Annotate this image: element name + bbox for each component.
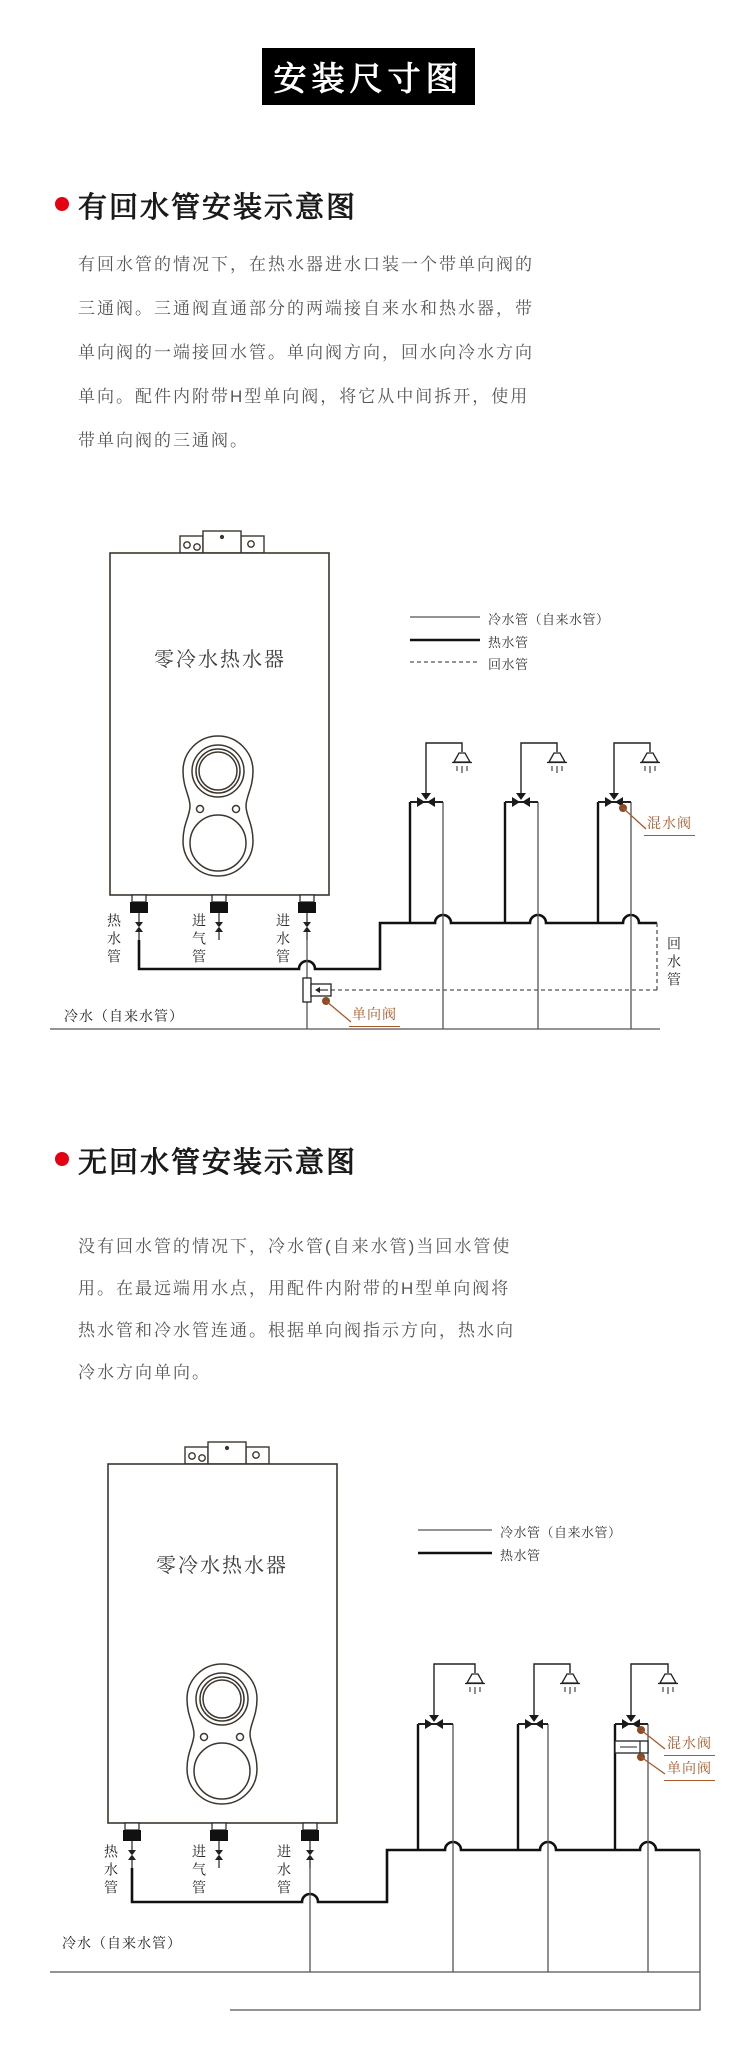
shower-head-icon	[660, 1674, 676, 1683]
section1-heading: 有回水管安装示意图	[78, 192, 358, 224]
mixing-valve-icon	[417, 793, 435, 807]
legend-item-hot: 热水管	[500, 1548, 541, 1563]
mixing-valve-icon	[425, 1715, 443, 1729]
shower-head-icon	[642, 753, 658, 762]
far-end-cold-run	[230, 1850, 700, 2010]
paragraph-line: 没有回水管的情况下，冷水管(自来水管)当回水管使	[78, 1237, 512, 1256]
port-label-gas: 进气管	[191, 1844, 207, 1898]
section2-heading: 无回水管安装示意图	[78, 1147, 358, 1179]
paragraph-line: 热水管和冷水管连通。根据单向阀指示方向，热水向	[78, 1321, 515, 1340]
page-title-badge	[262, 48, 475, 105]
port-label-inlet: 进水管	[276, 1844, 292, 1898]
paragraph-line: 单向阀的一端接回水管。单向阀方向，回水向冷水方向	[78, 343, 534, 362]
mixing-valve-icon	[605, 793, 623, 807]
mixing-valve-label: 混水阀	[644, 813, 695, 836]
heater-bracket	[180, 531, 264, 553]
legend-item-hot: 热水管	[488, 635, 529, 650]
legend-item-cold: 冷水管（自来水管）	[500, 1525, 622, 1540]
legend-item-cold: 冷水管（自来水管）	[488, 612, 610, 627]
paragraph-line: 三通阀。三通阀直通部分的两端接自来水和热水器，带	[78, 299, 534, 318]
paragraph-line: 单向。配件内附带H型单向阀，将它从中间拆开，使用	[78, 387, 530, 406]
legend-swatches	[410, 617, 480, 662]
shower-head-icon	[454, 753, 470, 762]
return-pipe-label: 回水管	[666, 936, 682, 990]
shower-fixtures	[410, 743, 660, 807]
shower-head-icon	[562, 1674, 578, 1683]
h-check-valve-icon	[615, 1741, 648, 1753]
mixing-valve-icon	[622, 1715, 640, 1729]
mixing-valve-label: 混水阀	[664, 1733, 715, 1756]
shower-head-icon	[549, 753, 565, 762]
heater-outline	[108, 1464, 337, 1823]
check-valve-label: 单向阀	[664, 1758, 715, 1781]
paragraph-line: 冷水方向单向。	[78, 1363, 211, 1382]
legend-item-return: 回水管	[488, 657, 529, 672]
heater-outline	[110, 553, 329, 895]
section1-paragraph	[78, 243, 638, 463]
diagram-with-return-pipe	[40, 520, 710, 1040]
port-label-gas: 进气管	[191, 913, 207, 967]
paragraph-line: 有回水管的情况下，在热水器进水口装一个带单向阀的	[78, 255, 534, 274]
hot-risers	[418, 1724, 615, 1850]
section2-bullet-icon	[55, 1152, 69, 1166]
paragraph-line: 带单向阀的三通阀。	[78, 431, 249, 450]
port-label-inlet: 进水管	[275, 913, 291, 967]
heater-label: 零冷水热水器	[154, 649, 286, 671]
heater-bracket	[185, 1442, 269, 1464]
hot-risers	[410, 802, 598, 923]
check-valve-label: 单向阀	[349, 1004, 400, 1027]
port-label-hot: 热水管	[106, 913, 122, 967]
section2-paragraph	[78, 1226, 638, 1394]
cold-main-label: 冷水（自来水管）	[62, 1935, 182, 1951]
diagram-without-return-pipe	[40, 1420, 710, 2050]
mixing-valve-icon	[512, 793, 530, 807]
mixing-valve-icon	[525, 1715, 543, 1729]
port-label-hot: 热水管	[103, 1844, 119, 1898]
shower-head-icon	[467, 1674, 483, 1683]
section1-bullet-icon	[55, 197, 69, 211]
heater-label: 零冷水热水器	[156, 1555, 288, 1577]
cold-main-label: 冷水（自来水管）	[64, 1008, 184, 1024]
page-title: 安装尺寸图	[273, 60, 464, 97]
legend-swatches	[418, 1530, 492, 1553]
paragraph-line: 用。在最远端用水点，用配件内附带的H型单向阀将	[78, 1279, 511, 1298]
